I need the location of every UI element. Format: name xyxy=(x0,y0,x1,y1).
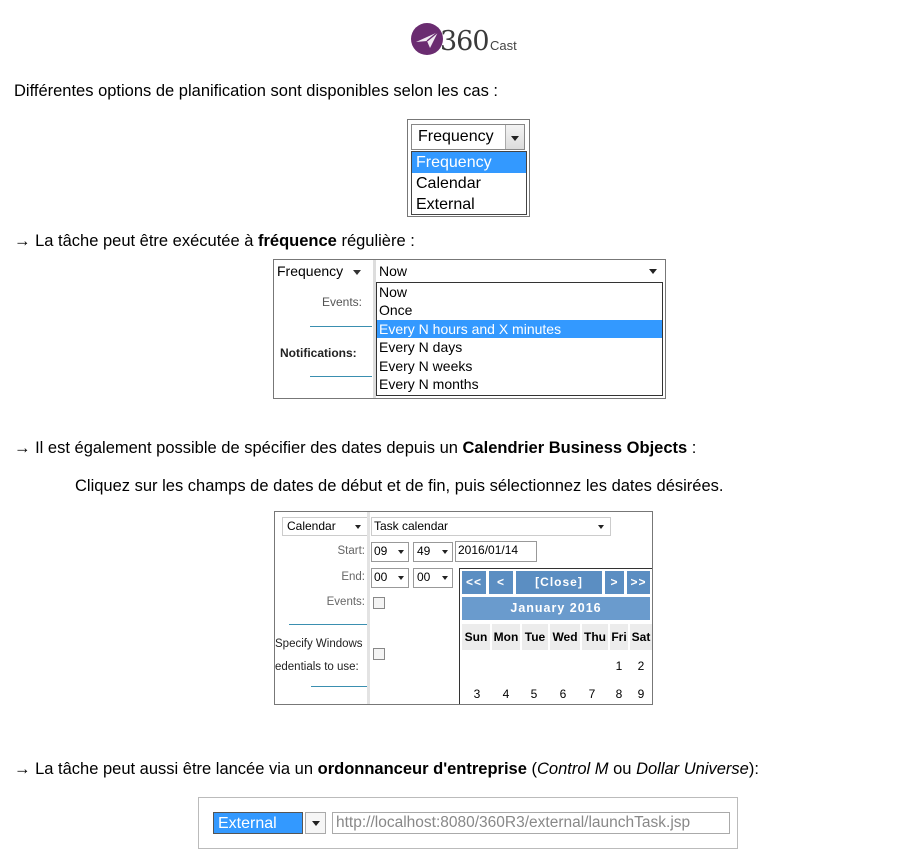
events-label: Events: xyxy=(326,596,365,608)
frequency-screenshot xyxy=(273,259,666,399)
intro-paragraph: Différentes options de planification sont disponibles selon les cas : xyxy=(14,82,498,100)
divider-line xyxy=(310,326,372,327)
next-month-button[interactable]: > xyxy=(605,571,624,594)
frequency-paragraph-bold: fréquence xyxy=(258,232,337,250)
frequency-paragraph xyxy=(14,231,415,251)
logo-360-text: 360 xyxy=(440,26,489,57)
events-checkbox[interactable] xyxy=(373,597,385,609)
start-label: Start: xyxy=(337,545,365,557)
day-cell[interactable]: 4 xyxy=(502,687,510,701)
weekday-sun: Sun xyxy=(462,624,490,650)
option-frequency[interactable]: Frequency xyxy=(412,152,526,173)
start-minute-value: 49 xyxy=(417,544,431,558)
start-date-input[interactable] xyxy=(455,541,537,562)
external-paragraph-paren: ( xyxy=(526,760,537,778)
weekday-fri: Fri xyxy=(610,624,628,650)
divider-line xyxy=(310,376,372,377)
day-cell[interactable]: 8 xyxy=(615,687,623,701)
divider-line xyxy=(311,686,367,687)
weekday-wed: Wed xyxy=(550,624,580,650)
weekday-sat: Sat xyxy=(630,624,652,650)
option-calendar[interactable]: Calendar xyxy=(416,175,481,192)
day-cell[interactable]: 6 xyxy=(559,687,567,701)
logo-360cast xyxy=(410,20,530,60)
recurrence-value: Now xyxy=(379,263,408,279)
prev-year-button[interactable]: << xyxy=(462,571,486,594)
month-title: January 2016 xyxy=(462,597,650,620)
calendar-value: Task calendar xyxy=(374,519,449,533)
next-year-button[interactable]: >> xyxy=(627,571,650,594)
chevron-down-icon xyxy=(398,576,404,580)
calendar-type-select[interactable] xyxy=(282,517,368,536)
option-once[interactable]: Once xyxy=(379,302,413,319)
chevron-down-icon xyxy=(355,525,361,529)
day-cell[interactable]: 5 xyxy=(530,687,538,701)
option-every-n-months[interactable]: Every N months xyxy=(379,376,479,393)
calendar-screenshot xyxy=(274,511,653,705)
external-type-value: External xyxy=(213,812,303,834)
chevron-down-icon[interactable] xyxy=(505,125,524,149)
external-paragraph-text: → La tâche peut aussi être lancée via un xyxy=(14,760,318,778)
external-type-select[interactable] xyxy=(213,812,326,834)
external-paragraph-control-m: Control M xyxy=(537,760,609,778)
external-url-input[interactable]: http://localhost:8080/360R3/external/launchTask.jsp xyxy=(332,812,730,834)
calendar-paragraph-end: : xyxy=(687,439,697,457)
external-paragraph-dollar-universe: Dollar Universe xyxy=(636,760,749,778)
windows-credentials-label-2: edentials to use: xyxy=(275,661,359,673)
events-label: Events: xyxy=(322,295,363,309)
option-external[interactable]: External xyxy=(416,196,475,213)
close-button[interactable]: [Close] xyxy=(516,571,602,594)
frequency-type-value: Frequency xyxy=(277,263,344,279)
option-every-n-days[interactable]: Every N days xyxy=(379,339,463,356)
external-screenshot xyxy=(198,797,738,849)
day-cell[interactable]: 7 xyxy=(588,687,596,701)
end-minute-select[interactable] xyxy=(413,568,453,588)
chevron-down-icon xyxy=(353,270,361,275)
schedule-type-value: Frequency xyxy=(418,128,494,145)
schedule-type-select[interactable] xyxy=(411,124,525,150)
calendar-select[interactable] xyxy=(371,517,611,536)
notifications-label: Notifications: xyxy=(280,346,357,360)
chevron-down-icon xyxy=(442,576,448,580)
calendar-paragraph-bold: Calendrier Business Objects xyxy=(462,439,688,457)
frequency-paragraph-text: → La tâche peut être exécutée à xyxy=(14,232,258,250)
schedule-type-options xyxy=(411,151,527,215)
option-now[interactable]: Now xyxy=(379,284,408,300)
day-cell[interactable]: 9 xyxy=(637,687,645,701)
weekday-tue: Tue xyxy=(522,624,548,650)
start-hour-select[interactable] xyxy=(371,542,409,562)
windows-credentials-checkbox[interactable] xyxy=(373,648,385,660)
chevron-down-icon xyxy=(649,269,657,274)
calendar-paragraph xyxy=(14,438,696,458)
recurrence-select[interactable] xyxy=(377,262,663,280)
chevron-down-icon xyxy=(442,550,448,554)
prev-month-button[interactable]: < xyxy=(489,571,513,594)
end-label: End: xyxy=(341,571,365,583)
end-hour-value: 00 xyxy=(374,570,388,584)
external-paragraph xyxy=(14,759,759,779)
calendar-type-value: Calendar xyxy=(287,519,336,533)
chevron-down-icon xyxy=(598,525,604,529)
end-hour-select[interactable] xyxy=(371,568,409,588)
start-hour-value: 09 xyxy=(374,544,388,558)
frequency-type-select[interactable] xyxy=(277,262,361,280)
divider-line xyxy=(289,624,367,625)
external-paragraph-end: ): xyxy=(748,760,759,778)
weekday-thu: Thu xyxy=(582,624,608,650)
external-paragraph-or: ou xyxy=(608,760,637,778)
start-date-value: 2016/01/14 xyxy=(458,543,519,557)
column-divider xyxy=(367,512,370,704)
weekday-mon: Mon xyxy=(492,624,520,650)
schedule-type-screenshot xyxy=(407,119,530,217)
end-minute-value: 00 xyxy=(417,570,431,584)
calendar-instruction: Cliquez sur les champs de dates de début et de fin, puis sélectionnez les dates désirées. xyxy=(75,477,724,495)
start-minute-select[interactable] xyxy=(413,542,453,562)
day-cell[interactable]: 3 xyxy=(473,687,481,701)
option-every-n-hours[interactable]: Every N hours and X minutes xyxy=(377,320,662,338)
windows-credentials-label-1: Specify Windows xyxy=(275,638,363,650)
date-picker xyxy=(459,568,652,705)
external-paragraph-bold: ordonnanceur d'entreprise xyxy=(317,760,527,778)
chevron-down-icon[interactable] xyxy=(305,812,326,834)
frequency-paragraph-end: régulière : xyxy=(336,232,415,250)
logo-cast-text: Cast xyxy=(490,38,517,53)
option-every-n-weeks[interactable]: Every N weeks xyxy=(379,357,473,374)
recurrence-options xyxy=(376,282,663,396)
logo-mark-icon xyxy=(410,22,444,56)
chevron-down-icon xyxy=(398,550,404,554)
day-cell[interactable]: 1 xyxy=(615,659,623,673)
calendar-paragraph-text: → Il est également possible de spécifier des dates depuis un xyxy=(14,439,463,457)
day-cell[interactable]: 2 xyxy=(637,659,645,673)
